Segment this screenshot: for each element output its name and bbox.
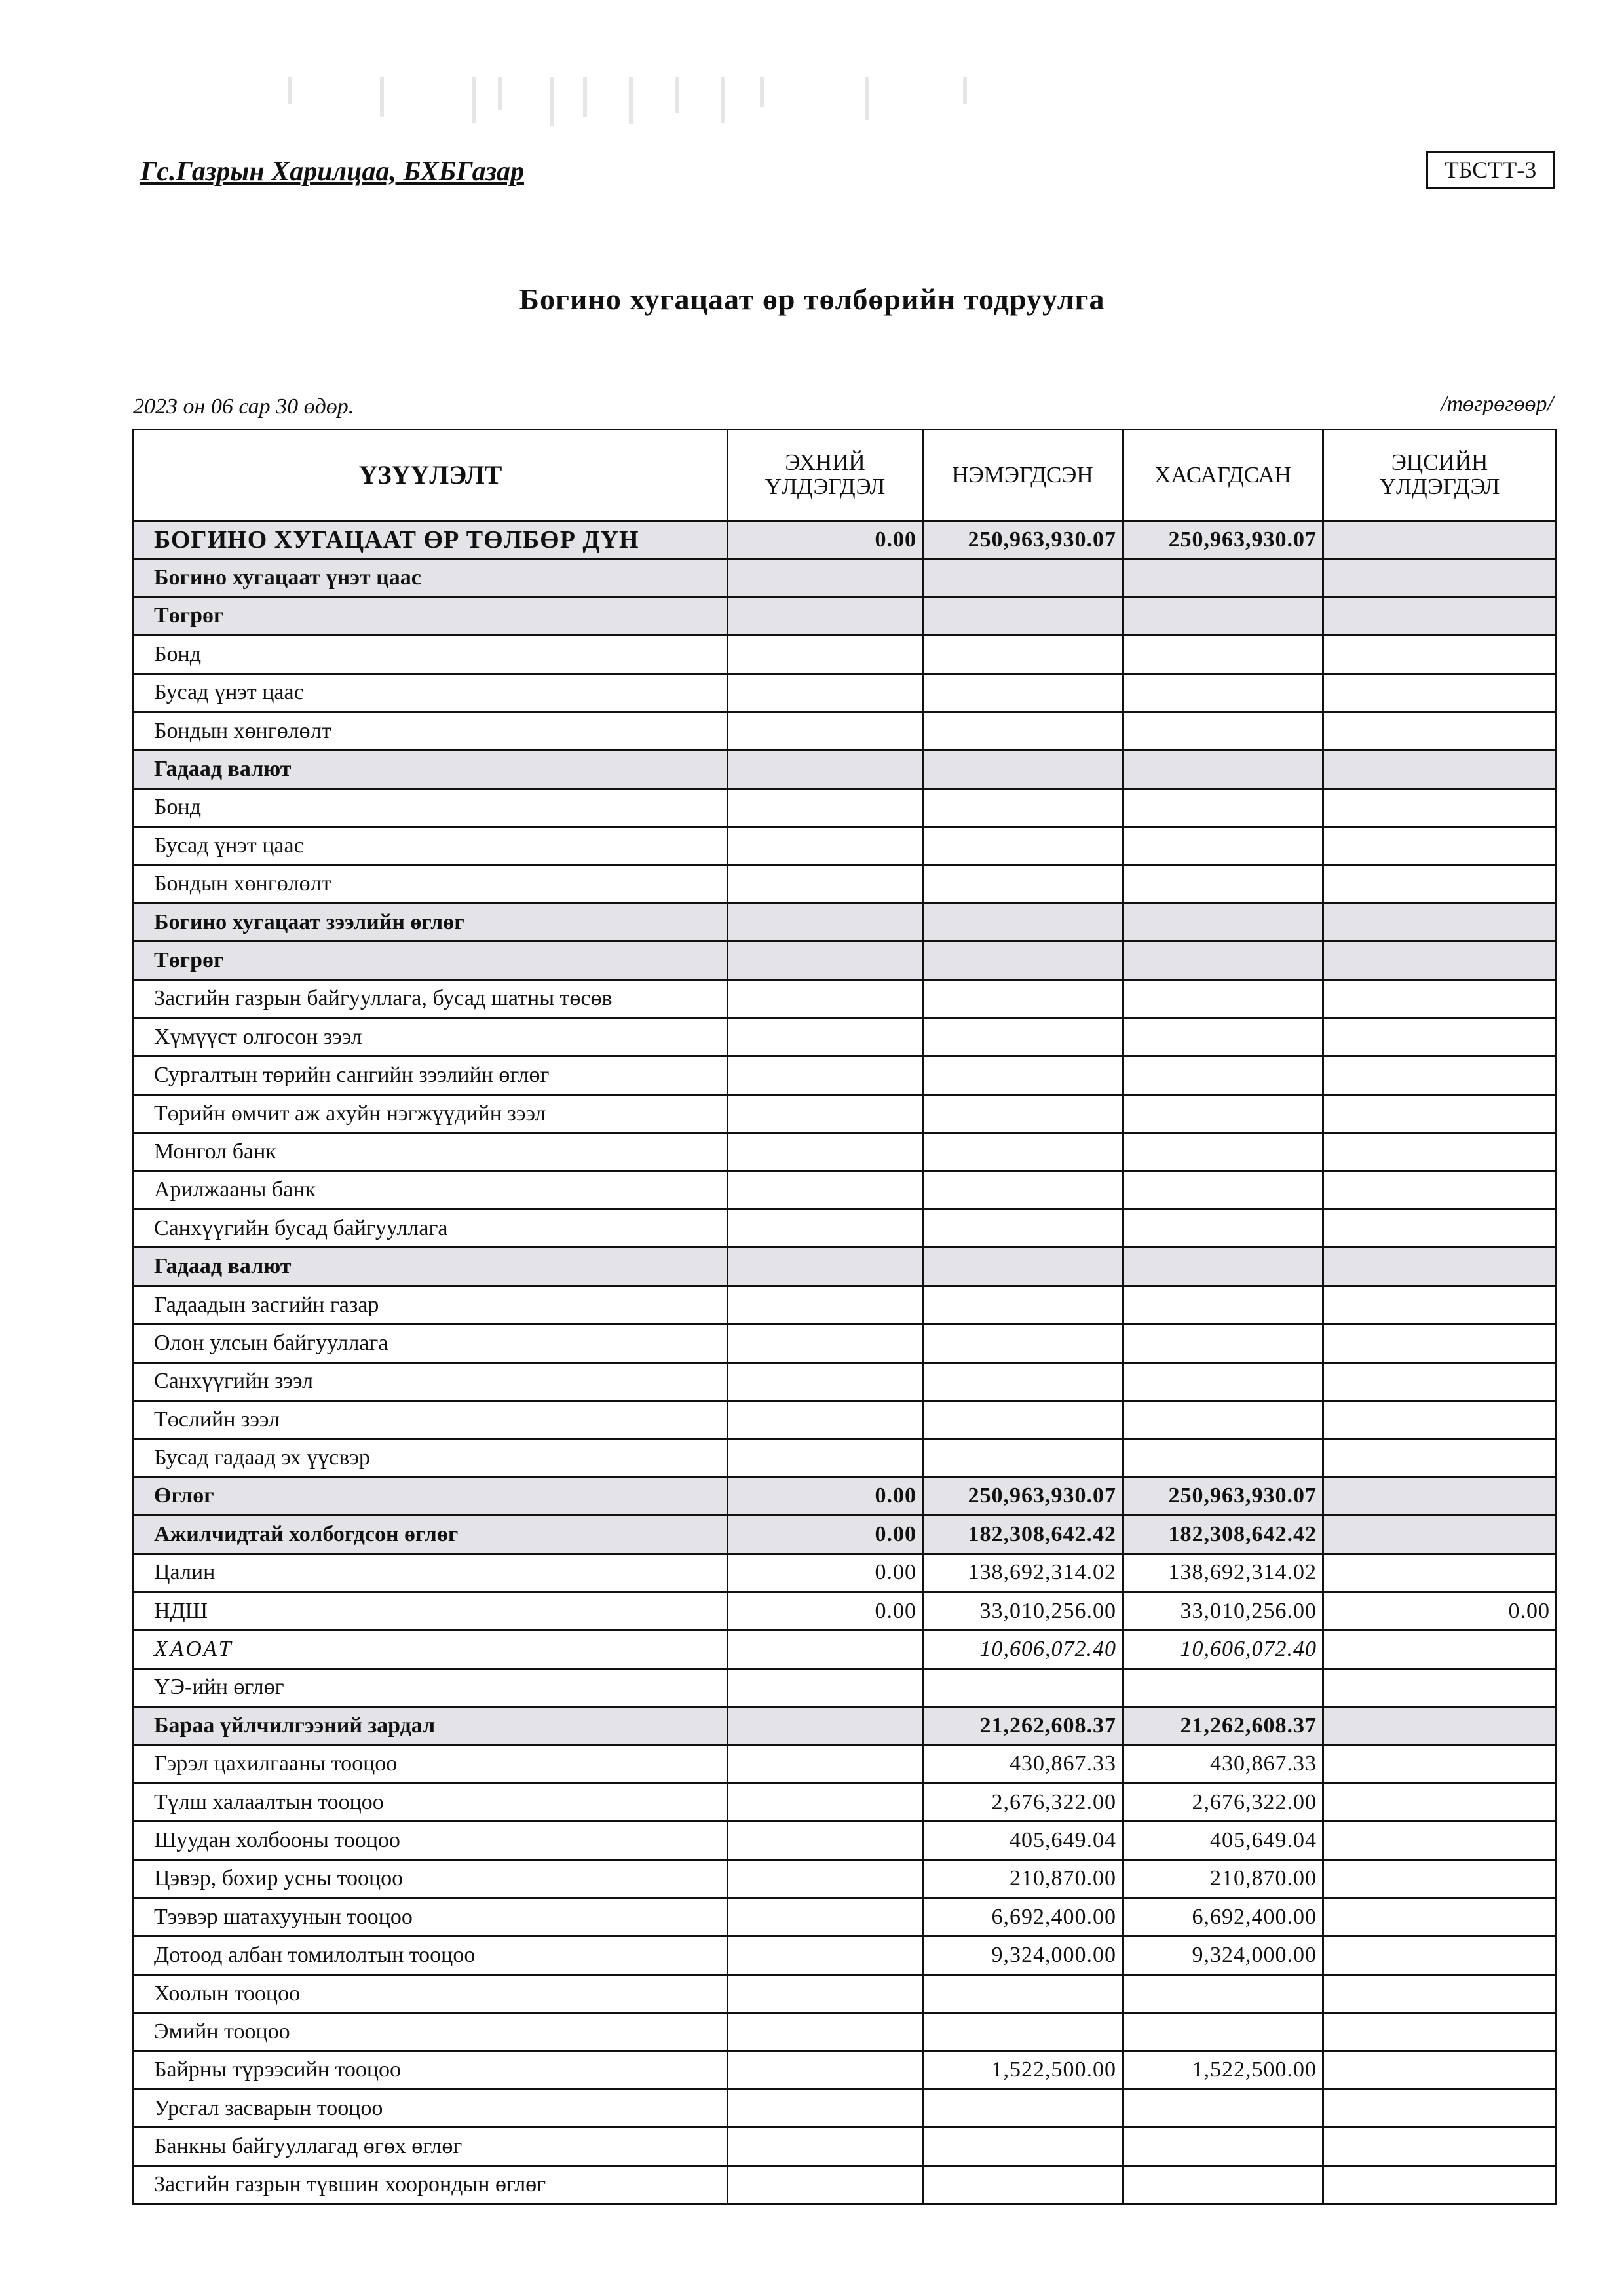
table-row (134, 865, 1557, 903)
cell-closing (1323, 1936, 1557, 1974)
cell-increase: 9,324,000.00 (923, 1936, 1123, 1974)
cell-increase (923, 1439, 1123, 1477)
cell-increase: 250,963,930.07 (923, 1477, 1123, 1515)
form-code: ТБСТТ-3 (1444, 157, 1537, 183)
row-label: Гадаадын засгийн газар (134, 1286, 728, 1324)
row-label: Бонд (134, 636, 728, 674)
cell-decrease (1123, 712, 1323, 750)
cell-increase (923, 2090, 1123, 2128)
row-label: Бусад үнэт цаас (134, 827, 728, 865)
cell-increase: 182,308,642.42 (923, 1516, 1123, 1554)
cell-closing (1323, 1974, 1557, 2012)
cell-decrease: 405,649.04 (1123, 1822, 1323, 1860)
cell-opening (728, 1707, 923, 1745)
cell-decrease: 33,010,256.00 (1123, 1592, 1323, 1630)
table-row (134, 2013, 1557, 2051)
cell-increase (923, 827, 1123, 865)
cell-closing (1323, 1362, 1557, 1400)
cell-closing (1323, 788, 1557, 826)
cell-closing (1323, 1668, 1557, 1706)
cell-closing (1323, 559, 1557, 597)
table-row (134, 1248, 1557, 1286)
cell-increase (923, 1668, 1123, 1706)
cell-decrease: 138,692,314.02 (1123, 1554, 1323, 1592)
cell-decrease: 1,522,500.00 (1123, 2051, 1323, 2089)
cell-opening (728, 1324, 923, 1362)
row-label: Төслийн зээл (134, 1400, 728, 1438)
table-row (134, 1056, 1557, 1094)
cell-increase (923, 1362, 1123, 1400)
cell-decrease: 210,870.00 (1123, 1860, 1323, 1898)
cell-closing (1323, 674, 1557, 712)
cell-closing (1323, 1056, 1557, 1094)
cell-opening (728, 1210, 923, 1248)
row-label: Хоолын тооцоо (134, 1974, 728, 2012)
cell-opening (728, 1248, 923, 1286)
cell-opening (728, 2166, 923, 2204)
cell-opening (728, 2090, 923, 2128)
column-header-name: ҮЗҮҮЛЭЛТ (134, 430, 728, 521)
cell-decrease (1123, 1248, 1323, 1286)
cell-decrease: 250,963,930.07 (1123, 521, 1323, 559)
cell-opening (728, 559, 923, 597)
table-row (134, 1018, 1557, 1056)
cell-opening (728, 674, 923, 712)
cell-increase (923, 559, 1123, 597)
cell-closing (1323, 1783, 1557, 1821)
cell-increase: 2,676,322.00 (923, 1783, 1123, 1821)
cell-opening (728, 788, 923, 826)
cell-opening: 0.00 (728, 521, 923, 559)
row-label: Бондын хөнгөлөлт (134, 865, 728, 903)
cell-closing (1323, 2128, 1557, 2166)
table-row (134, 1324, 1557, 1362)
cell-opening (728, 1286, 923, 1324)
cell-opening (728, 1094, 923, 1132)
row-label: Ажилчидтай холбогдсон өглөг (134, 1516, 728, 1554)
row-label: Санхүүгийн бусад байгууллага (134, 1210, 728, 1248)
cell-decrease (1123, 827, 1323, 865)
row-label: Гадаад валют (134, 1248, 728, 1286)
cell-increase (923, 712, 1123, 750)
cell-closing (1323, 1477, 1557, 1515)
table-row (134, 2090, 1557, 2128)
cell-closing (1323, 2090, 1557, 2128)
cell-decrease: 21,262,608.37 (1123, 1707, 1323, 1745)
cell-opening (728, 1860, 923, 1898)
cell-increase: 1,522,500.00 (923, 2051, 1123, 2089)
table-row (134, 1974, 1557, 2012)
table-row (134, 942, 1557, 980)
row-label: Банкны байгууллагад өгөх өглөг (134, 2128, 728, 2166)
table-row (134, 1745, 1557, 1783)
cell-decrease (1123, 2013, 1323, 2051)
row-label: Түлш халаалтын тооцоо (134, 1783, 728, 1821)
cell-closing (1323, 2013, 1557, 2051)
cell-opening (728, 636, 923, 674)
table-row (134, 1822, 1557, 1860)
cell-increase (923, 2128, 1123, 2166)
table-row (134, 636, 1557, 674)
cell-increase (923, 1248, 1123, 1286)
table-row (134, 1171, 1557, 1209)
table-row (134, 1133, 1557, 1171)
row-label: Төрийн өмчит аж ахуйн нэгжүүдийн зээл (134, 1094, 728, 1132)
row-label: ҮЭ-ийн өглөг (134, 1668, 728, 1706)
cell-increase (923, 750, 1123, 788)
cell-decrease (1123, 865, 1323, 903)
cell-decrease (1123, 1668, 1323, 1706)
cell-opening (728, 1630, 923, 1668)
table-row (134, 521, 1557, 559)
row-label: Эмийн тооцоо (134, 2013, 728, 2051)
cell-increase (923, 1171, 1123, 1209)
table-row (134, 1286, 1557, 1324)
cell-opening (728, 712, 923, 750)
cell-opening (728, 1400, 923, 1438)
row-label: Богино хугацаат зээлийн өглөг (134, 903, 728, 941)
cell-increase (923, 1210, 1123, 1248)
cell-increase (923, 674, 1123, 712)
cell-closing (1323, 903, 1557, 941)
cell-decrease (1123, 750, 1323, 788)
row-label: Бусад үнэт цаас (134, 674, 728, 712)
column-header-closing: ЭЦСИЙН ҮЛДЭГДЭЛ (1323, 430, 1557, 521)
cell-increase (923, 903, 1123, 941)
table-row (134, 1592, 1557, 1630)
cell-closing (1323, 1707, 1557, 1745)
table-row (134, 1362, 1557, 1400)
row-label: Төгрөг (134, 597, 728, 635)
cell-closing (1323, 1516, 1557, 1554)
cell-increase (923, 1094, 1123, 1132)
cell-closing (1323, 1094, 1557, 1132)
cell-closing (1323, 1400, 1557, 1438)
currency-unit: /төгрөгөөр/ (1441, 392, 1553, 416)
form-code-box (1426, 151, 1555, 189)
table-row (134, 1554, 1557, 1592)
row-label: Санхүүгийн зээл (134, 1362, 728, 1400)
row-label: Бонд (134, 788, 728, 826)
cell-decrease: 9,324,000.00 (1123, 1936, 1323, 1974)
cell-increase (923, 2013, 1123, 2051)
cell-opening: 0.00 (728, 1477, 923, 1515)
cell-opening: 0.00 (728, 1516, 923, 1554)
row-label: Олон улсын байгууллага (134, 1324, 728, 1362)
row-label: Байрны түрээсийн тооцоо (134, 2051, 728, 2089)
cell-increase: 430,867.33 (923, 1745, 1123, 1783)
cell-closing (1323, 980, 1557, 1018)
cell-increase: 21,262,608.37 (923, 1707, 1123, 1745)
cell-decrease (1123, 1210, 1323, 1248)
cell-opening (728, 2128, 923, 2166)
table-row (134, 712, 1557, 750)
cell-closing (1323, 1324, 1557, 1362)
cell-decrease: 2,676,322.00 (1123, 1783, 1323, 1821)
cell-decrease (1123, 2128, 1323, 2166)
cell-opening (728, 1822, 923, 1860)
cell-opening (728, 2013, 923, 2051)
cell-closing (1323, 1898, 1557, 1936)
cell-increase: 33,010,256.00 (923, 1592, 1123, 1630)
cell-increase (923, 597, 1123, 635)
cell-closing (1323, 1171, 1557, 1209)
table-row (134, 559, 1557, 597)
cell-opening (728, 597, 923, 635)
cell-opening: 0.00 (728, 1592, 923, 1630)
row-label: НДШ (134, 1592, 728, 1630)
cell-closing (1323, 1439, 1557, 1477)
cell-decrease (1123, 1362, 1323, 1400)
cell-increase (923, 1286, 1123, 1324)
table-row (134, 1630, 1557, 1668)
cell-increase (923, 942, 1123, 980)
cell-opening (728, 1362, 923, 1400)
table-header-row (134, 430, 1557, 521)
table-row (134, 674, 1557, 712)
row-label: Арилжааны банк (134, 1171, 728, 1209)
cell-closing (1323, 2051, 1557, 2089)
cell-increase (923, 1400, 1123, 1438)
cell-decrease (1123, 1286, 1323, 1324)
cell-decrease: 6,692,400.00 (1123, 1898, 1323, 1936)
table-row (134, 750, 1557, 788)
table-row (134, 1094, 1557, 1132)
table-row (134, 1439, 1557, 1477)
cell-opening (728, 1936, 923, 1974)
row-label: Богино хугацаат үнэт цаас (134, 559, 728, 597)
cell-closing (1323, 1210, 1557, 1248)
cell-increase (923, 1974, 1123, 2012)
table-row (134, 1860, 1557, 1898)
table-row (134, 1707, 1557, 1745)
row-label: Бусад гадаад эх үүсвэр (134, 1439, 728, 1477)
table-row (134, 1668, 1557, 1706)
row-label: Бондын хөнгөлөлт (134, 712, 728, 750)
cell-increase (923, 865, 1123, 903)
row-label: Сургалтын төрийн сангийн зээлийн өглөг (134, 1056, 728, 1094)
table-row (134, 597, 1557, 635)
cell-decrease: 250,963,930.07 (1123, 1477, 1323, 1515)
table-row (134, 788, 1557, 826)
cell-closing (1323, 636, 1557, 674)
cell-opening (728, 750, 923, 788)
page-title: Богино хугацаат өр төлбөрийн тодруулга (519, 282, 1105, 316)
cell-decrease (1123, 2090, 1323, 2128)
table-row (134, 1898, 1557, 1936)
table-row (134, 2051, 1557, 2089)
cell-closing (1323, 1554, 1557, 1592)
cell-opening: 0.00 (728, 1554, 923, 1592)
cell-increase (923, 1324, 1123, 1362)
cell-opening (728, 1439, 923, 1477)
cell-opening (728, 1974, 923, 2012)
report-date: 2023 он 06 сар 30 өдөр. (133, 394, 354, 419)
table-row (134, 1477, 1557, 1515)
cell-opening (728, 980, 923, 1018)
cell-decrease (1123, 1400, 1323, 1438)
cell-opening (728, 865, 923, 903)
cell-closing (1323, 1745, 1557, 1783)
cell-opening (728, 903, 923, 941)
cell-increase: 405,649.04 (923, 1822, 1123, 1860)
cell-increase (923, 1018, 1123, 1056)
cell-decrease (1123, 942, 1323, 980)
cell-opening (728, 1056, 923, 1094)
cell-opening (728, 1171, 923, 1209)
cell-increase (923, 1133, 1123, 1171)
cell-decrease (1123, 1133, 1323, 1171)
cell-increase (923, 1056, 1123, 1094)
row-label: Хүмүүст олгосон зээл (134, 1018, 728, 1056)
cell-increase: 6,692,400.00 (923, 1898, 1123, 1936)
cell-opening (728, 1133, 923, 1171)
table-row (134, 903, 1557, 941)
cell-decrease (1123, 980, 1323, 1018)
cell-increase (923, 788, 1123, 826)
row-label: БОГИНО ХУГАЦААТ ӨР ТӨЛБӨР ДҮН (134, 521, 728, 559)
row-label: Урсгал засварын тооцоо (134, 2090, 728, 2128)
cell-opening (728, 1745, 923, 1783)
scan-artifact (275, 77, 1061, 130)
cell-decrease (1123, 1018, 1323, 1056)
cell-closing (1323, 1860, 1557, 1898)
table-row (134, 1936, 1557, 1974)
cell-closing (1323, 865, 1557, 903)
cell-opening (728, 2051, 923, 2089)
cell-decrease (1123, 636, 1323, 674)
row-label: Төгрөг (134, 942, 728, 980)
cell-increase: 10,606,072.40 (923, 1630, 1123, 1668)
cell-decrease (1123, 2166, 1323, 2204)
cell-closing (1323, 2166, 1557, 2204)
cell-decrease (1123, 903, 1323, 941)
row-label: Монгол банк (134, 1133, 728, 1171)
row-label: Цэвэр, бохир усны тооцоо (134, 1860, 728, 1898)
report-table (132, 429, 1557, 2205)
cell-opening (728, 1783, 923, 1821)
cell-opening (728, 1668, 923, 1706)
column-header-opening: ЭХНИЙ ҮЛДЭГДЭЛ (728, 430, 923, 521)
cell-closing (1323, 521, 1557, 559)
table-body (134, 521, 1557, 2204)
cell-opening (728, 827, 923, 865)
column-header-decrease: ХАСАГДСАН (1123, 430, 1323, 521)
cell-decrease (1123, 674, 1323, 712)
row-label: Бараа үйлчилгээний зардал (134, 1707, 728, 1745)
table-row (134, 2128, 1557, 2166)
cell-decrease (1123, 788, 1323, 826)
cell-opening (728, 1898, 923, 1936)
row-label: Цалин (134, 1554, 728, 1592)
cell-decrease: 182,308,642.42 (1123, 1516, 1323, 1554)
cell-closing (1323, 712, 1557, 750)
row-label: Засгийн газрын түвшин хоорондын өглөг (134, 2166, 728, 2204)
cell-closing (1323, 597, 1557, 635)
row-label: ХАОАТ (134, 1630, 728, 1668)
cell-decrease (1123, 1974, 1323, 2012)
cell-closing (1323, 827, 1557, 865)
table-row (134, 1400, 1557, 1438)
row-label: Гадаад валют (134, 750, 728, 788)
column-header-increase: НЭМЭГДСЭН (923, 430, 1123, 521)
cell-decrease: 430,867.33 (1123, 1745, 1323, 1783)
cell-increase: 250,963,930.07 (923, 521, 1123, 559)
table-row (134, 827, 1557, 865)
cell-closing (1323, 1822, 1557, 1860)
row-label: Шуудан холбооны тооцоо (134, 1822, 728, 1860)
cell-opening (728, 1018, 923, 1056)
table-row (134, 980, 1557, 1018)
cell-decrease (1123, 1171, 1323, 1209)
table-row (134, 1783, 1557, 1821)
cell-decrease: 10,606,072.40 (1123, 1630, 1323, 1668)
cell-decrease (1123, 1056, 1323, 1094)
table-row (134, 2166, 1557, 2204)
cell-decrease (1123, 1324, 1323, 1362)
cell-closing (1323, 942, 1557, 980)
cell-closing (1323, 1018, 1557, 1056)
row-label: Тээвэр шатахуунын тооцоо (134, 1898, 728, 1936)
organization-name: Гс.Газрын Харилцаа, БХБГазар (140, 157, 524, 187)
cell-closing (1323, 1248, 1557, 1286)
cell-decrease (1123, 597, 1323, 635)
cell-increase (923, 636, 1123, 674)
cell-increase (923, 2166, 1123, 2204)
cell-closing (1323, 750, 1557, 788)
table-row (134, 1516, 1557, 1554)
cell-increase: 210,870.00 (923, 1860, 1123, 1898)
cell-closing (1323, 1133, 1557, 1171)
cell-closing (1323, 1630, 1557, 1668)
row-label: Гэрэл цахилгааны тооцоо (134, 1745, 728, 1783)
cell-increase: 138,692,314.02 (923, 1554, 1123, 1592)
row-label: Дотоод албан томилолтын тооцоо (134, 1936, 728, 1974)
cell-decrease (1123, 1094, 1323, 1132)
row-label: Засгийн газрын байгууллага, бусад шатны төсөв (134, 980, 728, 1018)
cell-closing: 0.00 (1323, 1592, 1557, 1630)
cell-decrease (1123, 559, 1323, 597)
table-row (134, 1210, 1557, 1248)
cell-closing (1323, 1286, 1557, 1324)
cell-opening (728, 942, 923, 980)
cell-decrease (1123, 1439, 1323, 1477)
cell-increase (923, 980, 1123, 1018)
row-label: Өглөг (134, 1477, 728, 1515)
